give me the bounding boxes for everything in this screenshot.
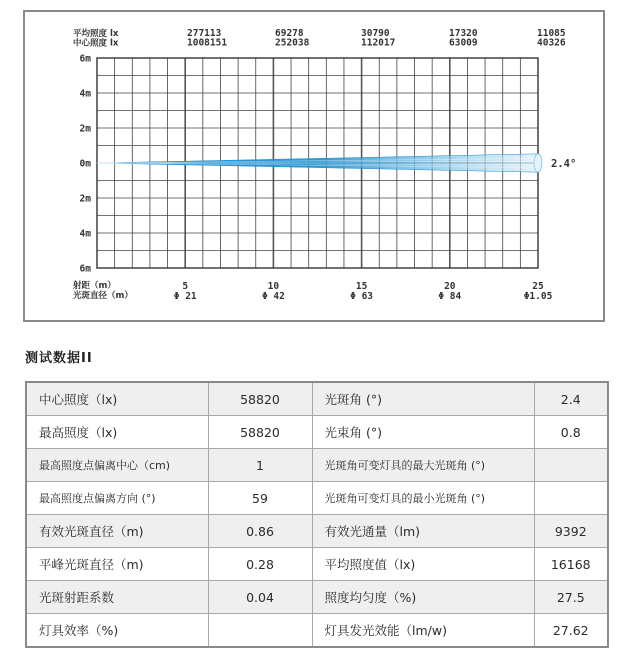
table-label-cell: 光斑角 (°) [312, 382, 534, 416]
header-value: 11085 [537, 28, 566, 39]
y-tick-label: 6m [79, 53, 91, 65]
header-row-label: 平均照度 lx [73, 29, 119, 39]
y-tick-label: 6m [79, 263, 91, 275]
table-label-cell: 最高照度点偏离方向 (°) [26, 482, 208, 515]
test-data-table [25, 381, 609, 648]
y-tick-label: 2m [79, 123, 91, 135]
table-value-cell: 58820 [208, 416, 312, 449]
table-value-cell: 0.04 [208, 581, 312, 614]
x-tick-label: 5 [182, 281, 189, 292]
table-value-cell: 0.8 [534, 416, 608, 449]
beam-cone [97, 154, 538, 172]
table-label-cell: 光斑角可变灯具的最小光斑角 (°) [312, 482, 534, 515]
x-tick-label: 25 [532, 281, 544, 292]
y-tick-label: 2m [79, 193, 91, 205]
table-value-cell: 16168 [534, 548, 608, 581]
table-label-cell: 照度均匀度（%) [312, 581, 534, 614]
table-value-cell: 9392 [534, 515, 608, 548]
table-row [26, 482, 608, 515]
table-row [26, 449, 608, 482]
table-value-cell: 1 [208, 449, 312, 482]
spot-diameter-value: Φ1.05 [523, 291, 553, 302]
spot-diameter-value: Φ 21 [173, 291, 197, 302]
header-row-label: 中心照度 lx [73, 38, 119, 49]
table-row [26, 548, 608, 581]
x-tick-label: 10 [267, 281, 280, 292]
table-label-cell: 中心照度（lx) [26, 382, 208, 416]
table-label-cell: 平峰光斑直径（m) [26, 548, 208, 581]
header-value: 112017 [361, 37, 396, 49]
table-value-cell [534, 449, 608, 482]
table-value-cell: 27.5 [534, 581, 608, 614]
beam-end-ellipse [534, 154, 542, 172]
table-value-cell: 58820 [208, 382, 312, 416]
table-row [26, 515, 608, 548]
table-label-cell: 平均照度值（lx) [312, 548, 534, 581]
beam-chart-frame [23, 10, 605, 322]
spot-diameter-value: Φ 42 [261, 291, 285, 302]
table-label-cell: 最高照度点偏离中心（cm) [26, 449, 208, 482]
table-label-cell: 光斑射距系数 [26, 581, 208, 614]
table-label-cell: 最高照度（lx) [26, 416, 208, 449]
header-value: 252038 [275, 37, 310, 49]
table-row [26, 614, 608, 648]
x-axis-label: 射距（m） [73, 281, 116, 291]
table-label-cell: 灯具效率（%) [26, 614, 208, 648]
header-value: 63009 [449, 37, 478, 49]
beam-chart [25, 12, 603, 320]
table-value-cell: 0.28 [208, 548, 312, 581]
table-row [26, 382, 608, 416]
table-label-cell: 灯具发光效能（lm/w) [312, 614, 534, 648]
table-value-cell [534, 482, 608, 515]
table-value-cell: 2.4 [534, 382, 608, 416]
table-value-cell [208, 614, 312, 648]
spot-diameter-value: Φ 84 [438, 291, 462, 302]
table-value-cell: 27.62 [534, 614, 608, 648]
spot-diameter-value: Φ 63 [350, 291, 374, 302]
header-value: 30790 [361, 28, 390, 39]
table-label-cell: 有效光通量（lm) [312, 515, 534, 548]
table-label-cell: 光斑角可变灯具的最大光斑角 (°) [312, 449, 534, 482]
spot-diameter-label: 光斑直径（m） [73, 291, 133, 301]
table-label-cell: 有效光斑直径（m) [26, 515, 208, 548]
x-tick-label: 20 [444, 281, 456, 292]
header-value: 1008151 [187, 37, 228, 49]
table-value-cell: 0.86 [208, 515, 312, 548]
header-value: 40326 [537, 37, 566, 49]
table-row [26, 581, 608, 614]
y-tick-label: 4m [79, 88, 91, 100]
header-value: 69278 [275, 28, 304, 39]
beam-angle-label: 2.4° [551, 158, 577, 170]
table-label-cell: 光束角 (°) [312, 416, 534, 449]
x-tick-label: 15 [355, 281, 368, 292]
table-row [26, 416, 608, 449]
section-title: 测试数据II [25, 351, 93, 366]
table-value-cell: 59 [208, 482, 312, 515]
y-tick-label: 0m [79, 158, 91, 170]
header-value: 277113 [187, 28, 222, 39]
y-tick-label: 4m [79, 228, 91, 240]
header-value: 17320 [449, 28, 478, 39]
